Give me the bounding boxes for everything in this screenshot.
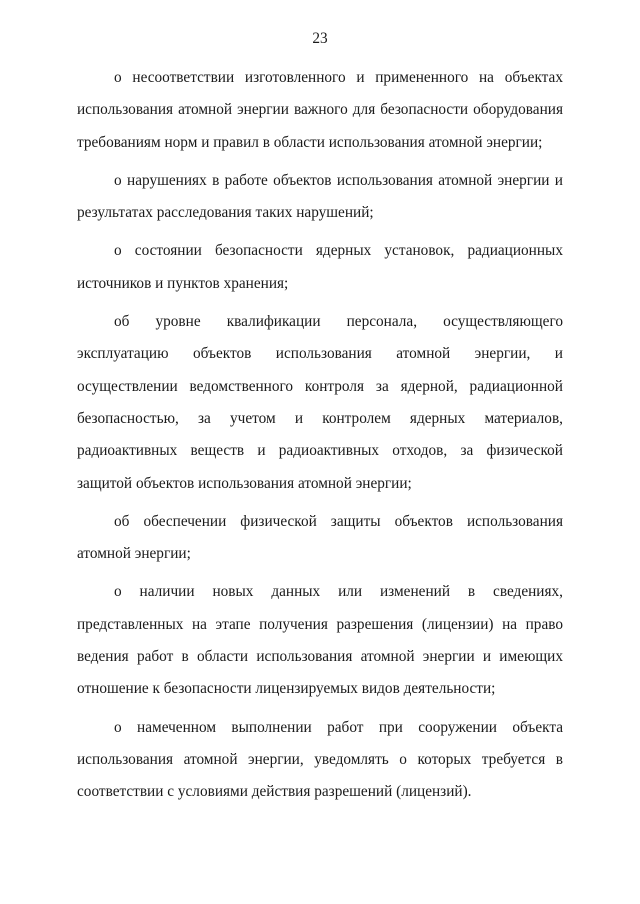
page-number: 23 bbox=[312, 30, 328, 47]
paragraph-physical-protection: об обеспечении физической защиты объектов использования атомной энергии; bbox=[77, 512, 563, 563]
paragraph-personnel-qualification: об уровне квалификации персонала, осуществляющего эксплуатацию объектов использования атомной энергии, и осуществлении ведомственного контроля за ядерной, радиационной безопасностью, за учетом и контролем ядерных материалов, радиоактивных веществ и радиоактивных отходов, за физической защитой объектов использования атомной энергии; bbox=[77, 313, 563, 492]
paragraph-nonconformity: о несоответствии изготовленного и примененного на объектах использования атомной энергии важного для безопасности оборудования требованиям норм и правил в области использования атомной энергии; bbox=[77, 69, 563, 151]
paragraph-violations: о нарушениях в работе объектов использования атомной энергии и результатах расследования таких нарушений; bbox=[77, 171, 563, 222]
paragraph-planned-works: о намеченном выполнении работ при сооружении объекта использования атомной энергии, уведомлять о которых требуется в соответствии с условиями действия разрешений (лицензий). bbox=[77, 718, 563, 801]
paragraph-new-data: о наличии новых данных или изменений в сведениях, представленных на этапе получения разрешения (лицензии) на право ведения работ в области использования атомной энергии и имеющих отношение к безопасности лицензируемых видов деятельности; bbox=[77, 583, 563, 698]
paragraph-safety-state: о состоянии безопасности ядерных установок, радиационных источников и пунктов хранения; bbox=[77, 242, 563, 292]
document-body bbox=[77, 62, 563, 815]
